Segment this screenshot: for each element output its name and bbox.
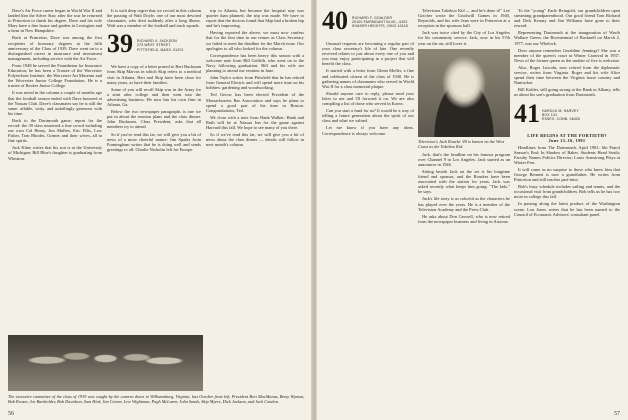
- paragraph: Jack's life story is as colorful as the characters he has played over the years. He is a member of the Television Academy and the Press Club.: [418, 196, 510, 212]
- page-number: 56: [8, 411, 14, 417]
- paragraph: Sitting beside Jack on the set is his longtime friend and sponsor, and the Rourkes have been associated with the station for years. Jack was asked recently what keeps him going: "The kids," he says.: [418, 168, 510, 195]
- paragraph: trip to Atlanta, but because the hospital stay was quieter than planned, the trip was made. We have to report that the doctors found that Skip had a broken hip and he's improving.: [206, 8, 304, 29]
- class-secretary-address: RICHARD F. GOALDER 20100 FAIRMOUNT BLVD., #202 SHAKER HEIGHTS, OHIO 44118: [352, 16, 408, 29]
- paragraph: John Taylor writes from Pittsfield that he has retired from General Electric and will spend more time on his hobbies: gardening and woodworking.: [206, 75, 304, 91]
- class-secretary-address: RICHARD V. JACKSON 273 WEST STREET PITTSFIELD, MASS. 01201: [137, 39, 184, 52]
- class-number: 39: [107, 29, 134, 59]
- paragraph: Dave's Air Force career began in World War II and landed him the Silver Star; after the war he returned to Princeton to finish his degree. Dave and his wife Mary have a fine house and garden in Lexington and a farm in New Hampshire.: [8, 8, 102, 34]
- paragraph: Below the two newspaper paragraphs is one we put in about the reunion plans and the class dinner. John Bucknam, Class President, asks that all members try to attend.: [107, 109, 201, 130]
- paragraph: Bill Kohler, still going strong at the Bank in Albany, tells us about his son's graduation from Dartmouth.: [514, 87, 620, 98]
- paragraph: Jack Kline writes that his son is at the University of Michigan; Bill Blue's daughter is graduating from Wheaton.: [8, 145, 102, 161]
- page-number: 57: [614, 411, 620, 417]
- paragraph: We have a copy of a letter posted to Bert Bucknam from Skip Marcus in which Skip refers to a medical visit in Atlanta. Bert and Skip have been close for many years, as have their families.: [107, 64, 201, 85]
- paragraph: Ted Gerow has been elected President of the Massachusetts Bar Association and says he plans to spend a good part of his time in Boston. Congratulations, Ted.: [206, 92, 304, 113]
- paragraph: Headlines from The Dartmouth, April 1981: Ski Patrol Season's End; In Shadow of Baker, Students Head South; Faculty Names Politics Director; Louis Armstrong Plays at Winter Fest.: [514, 144, 620, 165]
- paragraph: It started with a letter from Glenn Moller, a fine and celebrated citizen of the class of 1940. He is gathering names of classmates who served in World War II for a class memorial plaque.: [322, 68, 414, 89]
- paragraph: Back to the Dartmouth game, report for the record: the 39 class mustered a fine crowd including our own Cal Henry, Jim Mullen, Eric Ellis, Lew Fisher, Tom Rhodes, Grimes and their wives, all in fine spirits.: [8, 117, 102, 144]
- class-secretary-address: HAROLD M. HARVEY BOX 131 ESSEX, CONN. 06426: [542, 108, 581, 121]
- paragraph: So if we've read this far, we will give you a bit of news about the class dinner — details will follow in next month's column.: [206, 132, 304, 148]
- paragraph: Bob's busy schedule includes sailing and tennis, and the occasional visit from grandchildren. Bob tells us he has two more in college this fall.: [514, 184, 620, 200]
- right-column-1: [322, 8, 414, 138]
- class-photo: [8, 335, 203, 391]
- portrait-caption: Television's Jack Rourke '40 is known on the West Coast as the Tokeboo Kid.: [418, 138, 505, 149]
- right-column-3: [514, 8, 620, 219]
- paragraph: Should anyone care to reply, please send your letter to me and I'll forward it on. We are also compiling a list of those who served in Korea.: [322, 90, 414, 107]
- paragraph: Also, Roger Lincoln, now retired from the diplomatic service, writes from Virginia. Roger and his wife Alice spend their time between the Virginia horse country and Nantucket.: [514, 64, 620, 86]
- paragraph: Jack, that's the headline on his famous program over Channel 9 in Los Angeles. Jack started as an announcer in 1946.: [418, 151, 510, 167]
- class-heading-block: [514, 98, 620, 131]
- paragraph: Some of you will recall Skip was in the Army for a stint after college and then went into the advertising business. He now has his own firm in Atlanta, Ga.: [107, 86, 201, 108]
- photo-caption: The executive committee of the class of 1939 was caught by the camera down in Williamsburg, Virginia, last October from left, President Bert MacManus, Betsy Wyman, Bob Kruser, Joe Bartholder, Bob Davidson, Sam Hird, Jim Corner, Lew Wightman, Pugh McLaren, John Sands, Skip Myers, Dick Jackson, and Jack Condon.: [8, 394, 304, 404]
- paragraph: It was noted in the column a couple of months ago that the football season ended with Dave honored at the Nassau Club. Dave's classmates say he is still the same: affable, witty, and unfailingly generous with his time.: [8, 90, 102, 116]
- paragraph: Let me know if you have any ideas. Correspondence is always welcome.: [322, 125, 414, 136]
- paragraph: Having reported the above, we must now confess that for the first time in our tenure as Class Secretary we failed to meet the deadline for the March issue. Our apologies to all who looked for the column.: [206, 30, 304, 51]
- paragraph: Jack was twice cited by the City of Los Angeles for his community service. Jack, now in his 57th year on the air, still loves it.: [418, 30, 510, 46]
- paragraph: We close with a note from Hank Walker: Hank and Ruth will be at Nassau Inn for the game against Harvard this fall. We hope to see many of you there.: [206, 114, 304, 130]
- paragraph: Does anyone remember Geraldine Jennings? She was a member of the queen's court at Winter Carnival in 1937. News of the former queen as the mother of five is welcome.: [514, 47, 620, 63]
- paragraph: It is with deep regret that we record in this column the passing of Walt Doyle, one of our most devoted classmates, who died suddenly after a long illness. Walt was a member of the football and track squads.: [107, 8, 201, 29]
- right-page: [314, 0, 628, 420]
- paragraph: Can you start a fund for us? It would be a way of telling a future generation about the spirit of our class and what we valued.: [322, 108, 414, 124]
- paragraph: Television Tokeboo Kid — and he's done it!" Lee Gotcher wrote the Goodwill Games in 1940, Reynolds, and his wife Jean were in Princeton at a reception in the sponsors hall.: [418, 8, 510, 29]
- paragraph: In passing along the latest product of the Washington scene, Lou Jones writes that he has been named to the Council of Economic Advisors' consultant panel.: [514, 201, 620, 217]
- paragraph: Back at Princeton, Dave was among the first recipients of honorary degrees at the fifth anniversary of the Class of 1939. Dave went on to a distinguished career in insurance and investment management, including service with the Air Force.: [8, 35, 102, 61]
- paragraph: He asks about Don Caswell, who is now retired from the newspaper business and living in Arizona.: [418, 213, 510, 224]
- paragraph: To the "young" Earle Reingold, our grandchildren open streaming grandparenthood. Our good friend Tom Richard and Dick Kearny and Jim Williams have gone to their reward.: [514, 8, 620, 29]
- class-heading-block: [322, 8, 414, 38]
- class-number: 40: [322, 6, 349, 35]
- left-column-3: [206, 8, 304, 149]
- left-column-1: [8, 8, 102, 163]
- class-number: 41: [514, 98, 541, 128]
- class-heading-block: [107, 31, 201, 61]
- portrait-photo: [418, 49, 510, 137]
- paragraph: So if you've read this far, we will give you a bit of news of a more cheerful nature: Jim Sparks from Framingham writes that he is doing well and sends greetings to all. Charlie Nicholas left for Europe.: [107, 131, 201, 152]
- paragraph: Representing Dartmouth at the inauguration of Worth Wallace Green, the Bicentennial of Bucknell on March 2, 1977, was our Whelock.: [514, 30, 620, 46]
- right-column-2: [418, 8, 510, 226]
- paragraph: From 1948 he served the Foundation for Insurance Education; he has been a Trustee of the Worcester Polytechnic Institute, the Worcester Art Museum and the Worcester Junior College Foundation. He is a trustee of Becker Junior College.: [8, 62, 102, 89]
- reunion-heading: LIFE BEGINS AT THE FORTIETH? June 13–16, 1981: [527, 132, 607, 143]
- left-column-2: [107, 8, 201, 154]
- paragraph: It will come as no surprise to those who knew him that George Bennett is now a grandfather. He writes from Princeton and still teaches part-time.: [514, 166, 620, 183]
- paragraph: Correspondence has been heavy this season with a welcome note from Bill Griffith, who went on to the Navy following graduation. Bill and his wife are planning to attend our reunion in June.: [206, 52, 304, 74]
- paragraph: Unusual requests are becoming a regular part of your class secretary's life of late. One recently received relates to just about every one of you and you may enjoy participating in a project that will benefit the class.: [322, 41, 414, 67]
